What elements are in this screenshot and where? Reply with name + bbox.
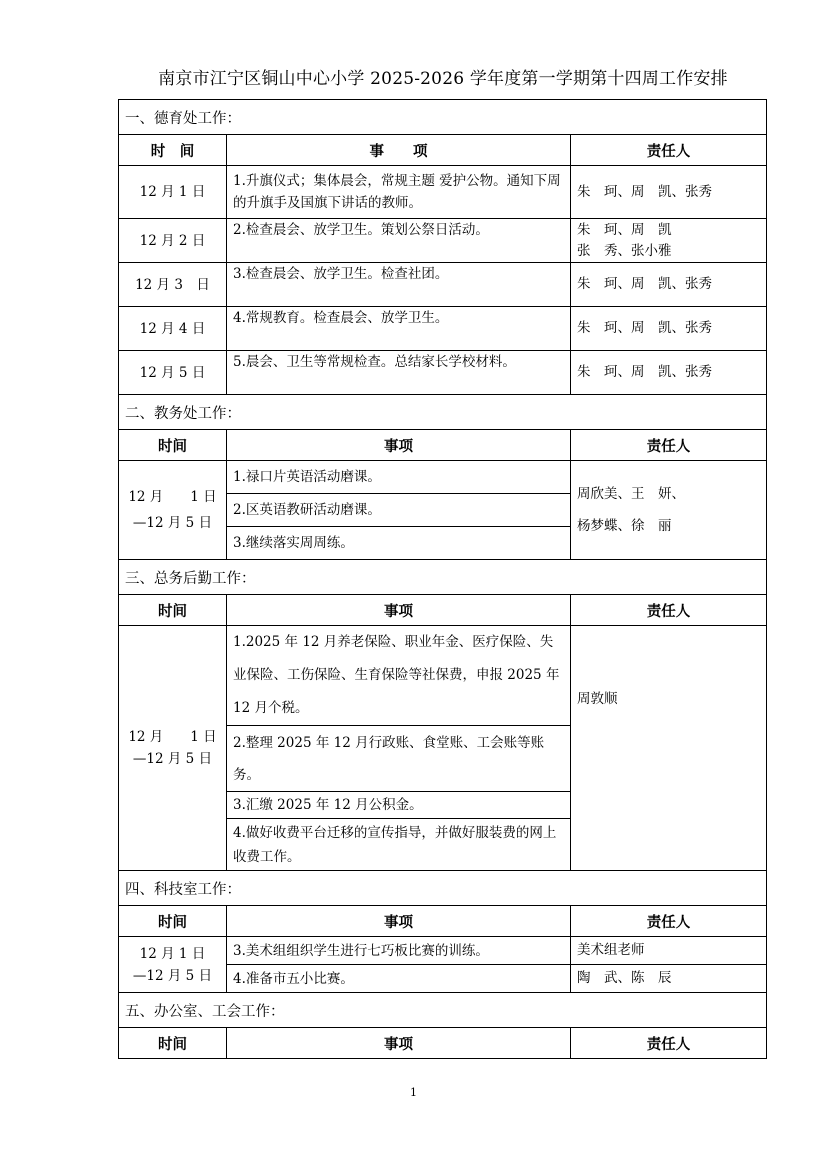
- page-title: 南京市江宁区铜山中心小学 2025-2026 学年度第一学期第十四周工作安排: [158, 69, 728, 89]
- table-row: [119, 351, 767, 395]
- date-end: —12 月 5 日: [132, 967, 213, 984]
- header-row: [119, 906, 767, 937]
- header-item: 事 项: [227, 135, 571, 166]
- header-time: 时间: [119, 595, 227, 626]
- date-cell: 12 月 2 日: [119, 219, 227, 263]
- section-heading-row: [119, 871, 767, 906]
- item-cell: 2.整理 2025 年 12 月行政账、食堂账、工会账等账务。: [227, 726, 571, 792]
- schedule-table: [118, 99, 767, 1059]
- item-cell: 3.汇缴 2025 年 12 月公积金。: [227, 792, 571, 819]
- responsible-cell: 朱 珂、周 凯、张秀: [571, 166, 767, 219]
- date-end: —12 月 5 日: [132, 515, 213, 531]
- header-item: 事项: [227, 430, 571, 461]
- date-cell: 12 月 5 日: [119, 351, 227, 395]
- section-heading: 五、办公室、工会工作：: [119, 993, 767, 1028]
- section-heading-row: [119, 993, 767, 1028]
- date-cell: 12 月 4 日: [119, 307, 227, 351]
- responsible-cell: 陶 武、陈 辰: [571, 965, 767, 993]
- responsible-cell: 朱 珂、周 凯、张秀: [571, 351, 767, 395]
- section-heading-row: [119, 395, 767, 430]
- header-time: 时 间: [119, 135, 227, 166]
- responsible-cell: 美术组老师: [571, 937, 767, 965]
- section-heading: 四、科技室工作：: [119, 871, 767, 906]
- date-cell: [119, 626, 227, 871]
- table-row: [119, 166, 767, 219]
- header-time: 时间: [119, 1028, 227, 1059]
- table-row: [119, 461, 767, 494]
- section-heading-row: [119, 100, 767, 135]
- table-row: [119, 219, 767, 263]
- table-row: [119, 937, 767, 965]
- header-item: 事项: [227, 595, 571, 626]
- date-start: 12 月 1 日: [128, 489, 217, 505]
- date-end: —12 月 5 日: [132, 751, 213, 767]
- header-responsible: 责任人: [571, 430, 767, 461]
- header-item: 事项: [227, 906, 571, 937]
- item-cell: 3.检查晨会、放学卫生。检查社团。: [227, 263, 571, 307]
- responsible-cell: 朱 珂、周 凯、张秀: [571, 263, 767, 307]
- date-start: 12 月 1 日: [139, 945, 206, 962]
- header-responsible: 责任人: [571, 906, 767, 937]
- responsible-cell: 周敦顺: [571, 626, 767, 871]
- item-cell: 3.继续落实周周练。: [227, 527, 571, 560]
- header-row: [119, 430, 767, 461]
- date-cell: [119, 461, 227, 560]
- responsible-cell: 朱 珂、周 凯、张秀: [571, 307, 767, 351]
- item-cell: 2.区英语教研活动磨课。: [227, 494, 571, 527]
- item-cell: 4.准备市五小比赛。: [227, 965, 571, 993]
- date-cell: 12 月 1 日: [119, 166, 227, 219]
- date-start: 12 月 1 日: [128, 729, 217, 745]
- header-time: 时间: [119, 906, 227, 937]
- item-cell: 4.常规教育。检查晨会、放学卫生。: [227, 307, 571, 351]
- item-cell: 5.晨会、卫生等常规检查。总结家长学校材料。: [227, 351, 571, 395]
- table-row: [119, 626, 767, 726]
- header-item: 事项: [227, 1028, 571, 1059]
- section-heading-row: [119, 560, 767, 595]
- header-responsible: 责任人: [571, 135, 767, 166]
- header-row: [119, 595, 767, 626]
- section-heading: 二、教务处工作：: [119, 395, 767, 430]
- page-number: 1: [410, 1086, 417, 1099]
- responsible-line: 周欣美、王 妍、: [577, 486, 685, 502]
- item-cell: 4.做好收费平台迁移的宣传指导，并做好服装费的网上收费工作。: [227, 819, 571, 871]
- item-cell: 1.禄口片英语活动磨课。: [227, 461, 571, 494]
- item-cell: 2.检查晨会、放学卫生。策划公祭日活动。: [227, 219, 571, 263]
- header-row: [119, 135, 767, 166]
- responsible-cell: 朱 珂、周 凯 张 秀、张小雅: [571, 219, 767, 263]
- header-time: 时间: [119, 430, 227, 461]
- date-cell: [119, 937, 227, 993]
- header-row: [119, 1028, 767, 1059]
- responsible-line: 杨梦蝶、徐 丽: [577, 518, 672, 534]
- responsible-cell: [571, 461, 767, 560]
- header-responsible: 责任人: [571, 1028, 767, 1059]
- table-row: [119, 263, 767, 307]
- table-row: [119, 307, 767, 351]
- date-cell: 12 月 3 日: [119, 263, 227, 307]
- section-heading: 一、德育处工作：: [119, 100, 767, 135]
- item-cell: 3.美术组组织学生进行七巧板比赛的训练。: [227, 937, 571, 965]
- section-heading: 三、总务后勤工作：: [119, 560, 767, 595]
- item-cell: 1.2025 年 12 月养老保险、职业年金、医疗保险、失业保险、工伤保险、生育保险等社保费，申报 2025 年 12 月个税。: [227, 626, 571, 726]
- item-cell: 1.升旗仪式；集体晨会，常规主题 爱护公物。通知下周的升旗手及国旗下讲话的教师。: [227, 166, 571, 219]
- header-responsible: 责任人: [571, 595, 767, 626]
